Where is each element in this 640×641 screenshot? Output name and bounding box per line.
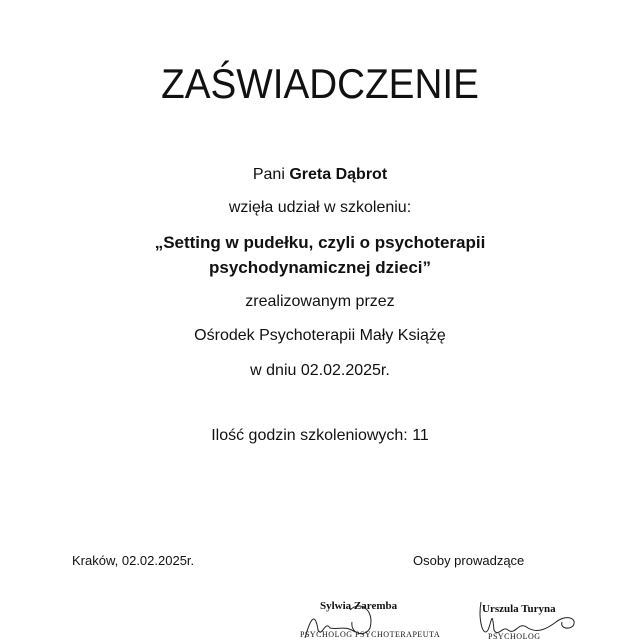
- realized-by-label: zrealizowanym przez: [245, 293, 395, 310]
- recipient-line: [0, 166, 640, 184]
- signature-name-2: Urszula Turyna: [482, 603, 556, 615]
- participation-text: wzięła udział w szkoleniu:: [228, 199, 412, 216]
- signature-scribble-1: [300, 600, 380, 640]
- signature-name-1: Sylwia Zaremba: [320, 600, 398, 612]
- recipient-prefix: Pani: [252, 166, 285, 183]
- signature-scribble-2: [478, 600, 588, 640]
- organizer-name: Ośrodek Psychoterapii Mały Książę: [194, 327, 446, 344]
- place-date: Kraków, 02.02.2025r.: [72, 553, 195, 568]
- training-title-line1: „Setting w pudełku, czyli o psychoterapii: [154, 233, 486, 252]
- leaders-label: Osoby prowadzące: [413, 553, 525, 568]
- stamp-text-1: PSYCHOLOG PSYCHOTERAPEUTA: [300, 630, 441, 639]
- recipient-name: Greta Dąbrot: [289, 166, 388, 183]
- date-line: w dniu 02.02.2025r.: [250, 362, 390, 379]
- stamp-text-2: PSYCHOLOG: [488, 632, 541, 641]
- hours-line: Ilość godzin szkoleniowych: 11: [211, 427, 429, 444]
- certificate-title: ZAŚWIADCZENIE: [161, 60, 479, 107]
- training-title-line2: psychodynamicznej dzieci”: [208, 258, 431, 277]
